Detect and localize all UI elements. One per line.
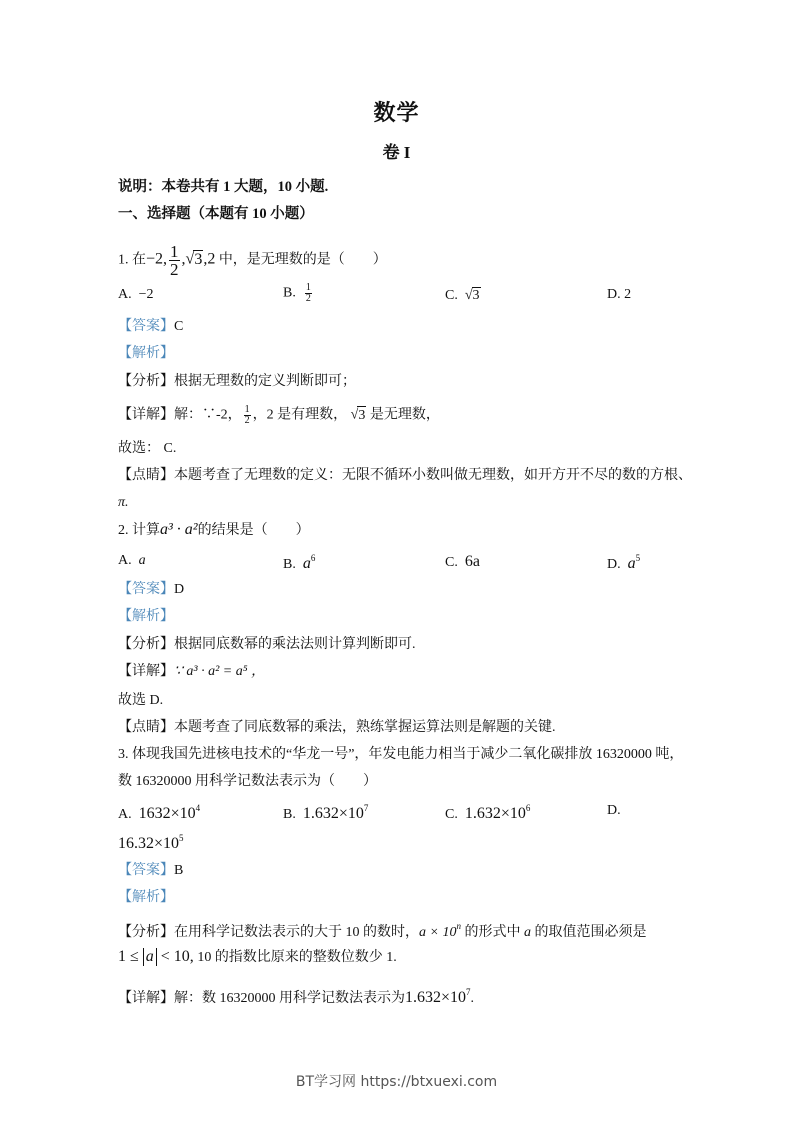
q3-option-b: B. $1.632\times 10^7$ [283,803,369,822]
q1-conclusion: 故选： C. [118,441,177,456]
answer-label: 【答案】 [118,319,174,334]
q3-option-a: A. $1632\times 10^4$ [118,803,201,822]
q2-option-b: B. $a^6$ [283,553,316,572]
q1-dianjing-cont: π. [118,495,129,510]
exam-note: 说明：本卷共有 1 大题，10 小题. [118,179,329,195]
q1-analysis-label: 【解析】 [118,346,174,361]
fraction: $\frac{1}{2}$ [170,242,179,279]
question-number: 1. [118,252,129,268]
section-heading: 一、选择题（本题有 10 小题） [118,206,314,222]
q2-conclusion: 故选 D. [118,693,164,708]
question-3-stem-line2: 数 16320000 用科学记数法表示为（ ） [118,774,377,789]
q2-option-c: C. 6a [445,553,480,570]
q3-option-d-label: D. [607,803,621,818]
q1-dianjing: 【点睛】本题考查了无理数的定义：无限不循环小数叫做无理数，如开方开不尽的数的方根、 [118,468,692,483]
q2-option-d: D. $a^5$ [607,553,641,572]
question-2-stem: 2. 计算a³ · a²的结果是（ ） [118,521,310,538]
q3-fenxi-line1: 【分析】在用科学记数法表示的大于 10 的数时，$a \times 10^n$ 的形式中 a 的取值范围必须是 [118,921,647,940]
page-subtitle: 卷 I [382,143,411,162]
q1-option-c: C. √3 [445,288,480,303]
q2-fenxi: 【分析】根据同底数幂的乘法法则计算判断即可. [118,637,416,652]
q1-option-b: B. $\frac{1}{2}$ [283,282,311,304]
q1-xiangjie: 【详解】解：∵-2， $\frac{1}{2}$ ，2 是有理数， √3 是无理数， [118,404,440,426]
q3-xiangjie: 【详解】解：数 16320000 用科学记数法表示为$1.632\times 10^7$. [118,987,475,1006]
footer-watermark: BT学习网 https://btxuexi.com [295,1074,498,1090]
q3-option-d-value: $16.32\times 10^5$ [118,833,184,852]
question-1-stem: 1. 在−2, $\frac{1}{2}$ ,√3,2 中，是无理数的是（ ） [118,242,387,279]
page-title: 数学 [373,100,420,125]
q2-option-a: A. a [118,553,146,568]
q1-option-a: A. −2 [118,287,154,302]
q3-option-c: C. $1.632\times 10^6$ [445,803,531,822]
q2-answer: 【答案】D [118,582,185,597]
q3-analysis-label: 【解析】 [118,890,174,905]
question-3-stem-line1: 3. 体现我国先进核电技术的“华龙一号”，年发电能力相当于减少二氧化碳排放 16320000 吨， [118,747,684,762]
q1-answer: 【答案】C [118,319,184,334]
q3-answer: 【答案】B [118,863,184,878]
q2-dianjing: 【点睛】本题考查了同底数幂的乘法，熟练掌握运算法则是解题的关键. [118,720,556,735]
q2-analysis-label: 【解析】 [118,609,174,624]
q1-fenxi: 【分析】根据无理数的定义判断即可； [118,374,356,389]
sqrt-expression: 3 [194,250,203,268]
q2-xiangjie: 【详解】∵ a³ · a² = a⁵ ， [118,664,266,679]
q3-fenxi-line2: 1 ≤ a < 10, 10 的指数比原来的整数位数少 1. [118,948,397,965]
q1-option-d: D. 2 [607,287,632,302]
math-expression: a³ · a² [160,521,198,538]
